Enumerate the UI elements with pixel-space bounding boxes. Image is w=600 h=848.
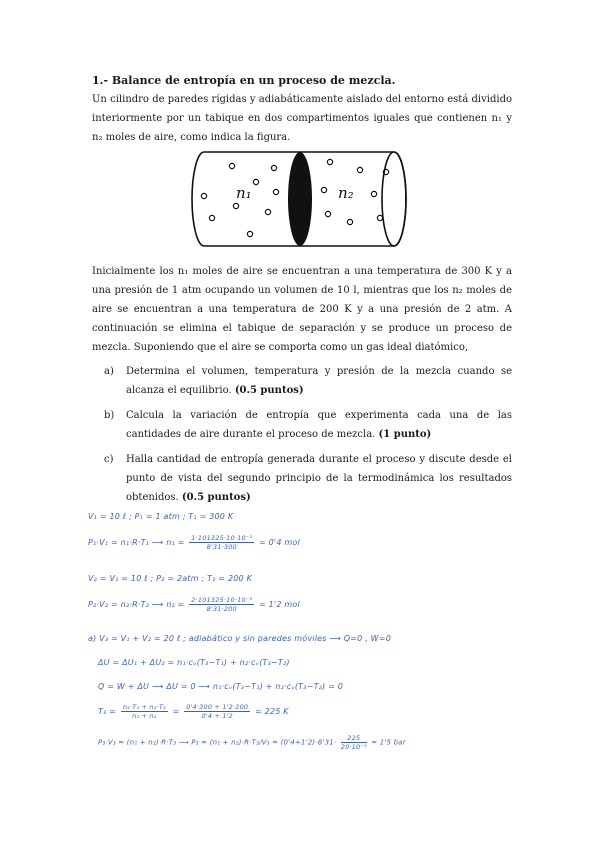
- partition-wall: [288, 152, 312, 246]
- conditions-paragraph: Inicialmente los n₁ moles de aire se encuentran a una temperatura de 300 K y a una presión de 1 atm ocupando un volumen de 10 l, mientras que los n₂ moles de aire se encuentran a una temperatura de 200 K y a una presión de 2 atm. A continuación se elimina el tabique de separación y se produce un proceso de mezcla. Suponiendo que el aire se comporta como un gas ideal diatómico,: [92, 266, 512, 353]
- fraction-numerator: 2·101325·10·10⁻³: [191, 596, 253, 604]
- question-text: Determina el volumen, temperatura y presión de la mezcla cuando se alcanza el equilibrio.: [126, 366, 512, 396]
- question-text: Calcula la variación de entropía que experimenta cada una de las cantidades de aire durante el proceso de mezcla.: [126, 410, 512, 440]
- hand-text: P₁·V₁ = n₁·R·T₁ ⟶ n₁ =: [88, 538, 185, 547]
- hand-fraction: [189, 534, 254, 551]
- hand-text: T₃ =: [98, 707, 117, 716]
- fraction-numerator: 225: [341, 734, 367, 743]
- fraction-numerator: 0'4·300 + 1'2·200: [186, 703, 249, 711]
- hand-line-8: [98, 703, 289, 720]
- hand-text: = 1'2 mol: [258, 600, 300, 609]
- hand-line-5: a) V₃ = V₁ + V₂ = 20 ℓ ; adiabático y sin paredes móviles ⟶ Q=0 , W=0: [88, 634, 391, 643]
- hand-text: P₃·V₃ = (n₁ + n₂)·R·T₃ ⟶ P₃ = (n₁ + n₂)·R·T₃/V₃ = (0'4+1'2)·8'31·: [98, 738, 337, 747]
- hand-fraction: [184, 703, 250, 720]
- question-list: [104, 362, 512, 513]
- question-marker: b): [104, 410, 115, 421]
- hand-line-7: Q = W + ΔU ⟶ ΔU = 0 ⟶ n₁·cᵥ(T₃−T₁) + n₂·cᵥ(T₃−T₂) = 0: [98, 682, 344, 691]
- question-points: (1 punto): [378, 429, 432, 440]
- hand-text: P₂·V₂ = n₂·R·T₂ ⟶ n₂ =: [88, 600, 185, 609]
- fraction-denominator: 8'31·300: [206, 543, 237, 551]
- hand-text: =: [172, 707, 180, 716]
- question-marker: a): [104, 366, 114, 377]
- question-item: [104, 362, 512, 400]
- question-marker: c): [104, 454, 114, 465]
- hand-line-4: [88, 596, 300, 613]
- fraction-numerator: n₁·T₁ + n₂·T₂: [122, 703, 166, 711]
- fraction-denominator: n₁ + n₂: [132, 712, 157, 720]
- hand-line-6: ΔU = ΔU₁ + ΔU₂ = n₁·cᵥ(T₃−T₁) + n₂·cᵥ(T₃−T₂): [98, 658, 290, 667]
- cylinder-figure: [190, 148, 416, 250]
- fraction-denominator: 0'4 + 1'2: [201, 712, 233, 720]
- fraction-denominator: 8'31·200: [206, 605, 237, 613]
- label-n2: n₂: [338, 184, 354, 202]
- hand-text: = 1'5 bar: [371, 738, 406, 747]
- question-item: [104, 450, 512, 507]
- hand-fraction: [341, 734, 367, 751]
- intro-paragraph: Un cilindro de paredes rígidas y adiabáticamente aislado del entorno está dividido interiormente por un tabique en dos compartimentos iguales que contienen n₁ y n₂ moles de aire, como indica la figura.: [92, 94, 512, 143]
- fraction-numerator: 1·101325·10·10⁻³: [191, 534, 253, 542]
- hand-line-1: V₁ = 10 ℓ ; P₁ = 1 atm ; T₁ = 300 K: [88, 512, 234, 521]
- question-text: Halla cantidad de entropía generada durante el proceso y discute desde el punto de vista del segundo principio de la termodinámica los resultados obtenidos.: [126, 454, 512, 503]
- hand-line-9: [98, 734, 406, 751]
- label-n1: n₁: [236, 184, 252, 202]
- hand-fraction: [121, 703, 168, 720]
- question-points: (0.5 puntos): [234, 385, 304, 396]
- hand-text: = 225 K: [255, 707, 289, 716]
- hand-line-3: V₂ = V₁ = 10 ℓ ; P₂ = 2atm ; T₂ = 200 K: [88, 574, 253, 583]
- hand-line-2: [88, 534, 300, 551]
- fraction-denominator: 20·10⁻³: [340, 743, 367, 751]
- hand-text: = 0'4 mol: [258, 538, 300, 547]
- hand-fraction: [189, 596, 254, 613]
- problem-heading: 1.- Balance de entropía en un proceso de mezcla.: [92, 74, 396, 87]
- cylinder-right-end: [382, 152, 406, 246]
- question-points: (0.5 puntos): [181, 492, 251, 503]
- question-item: [104, 406, 512, 444]
